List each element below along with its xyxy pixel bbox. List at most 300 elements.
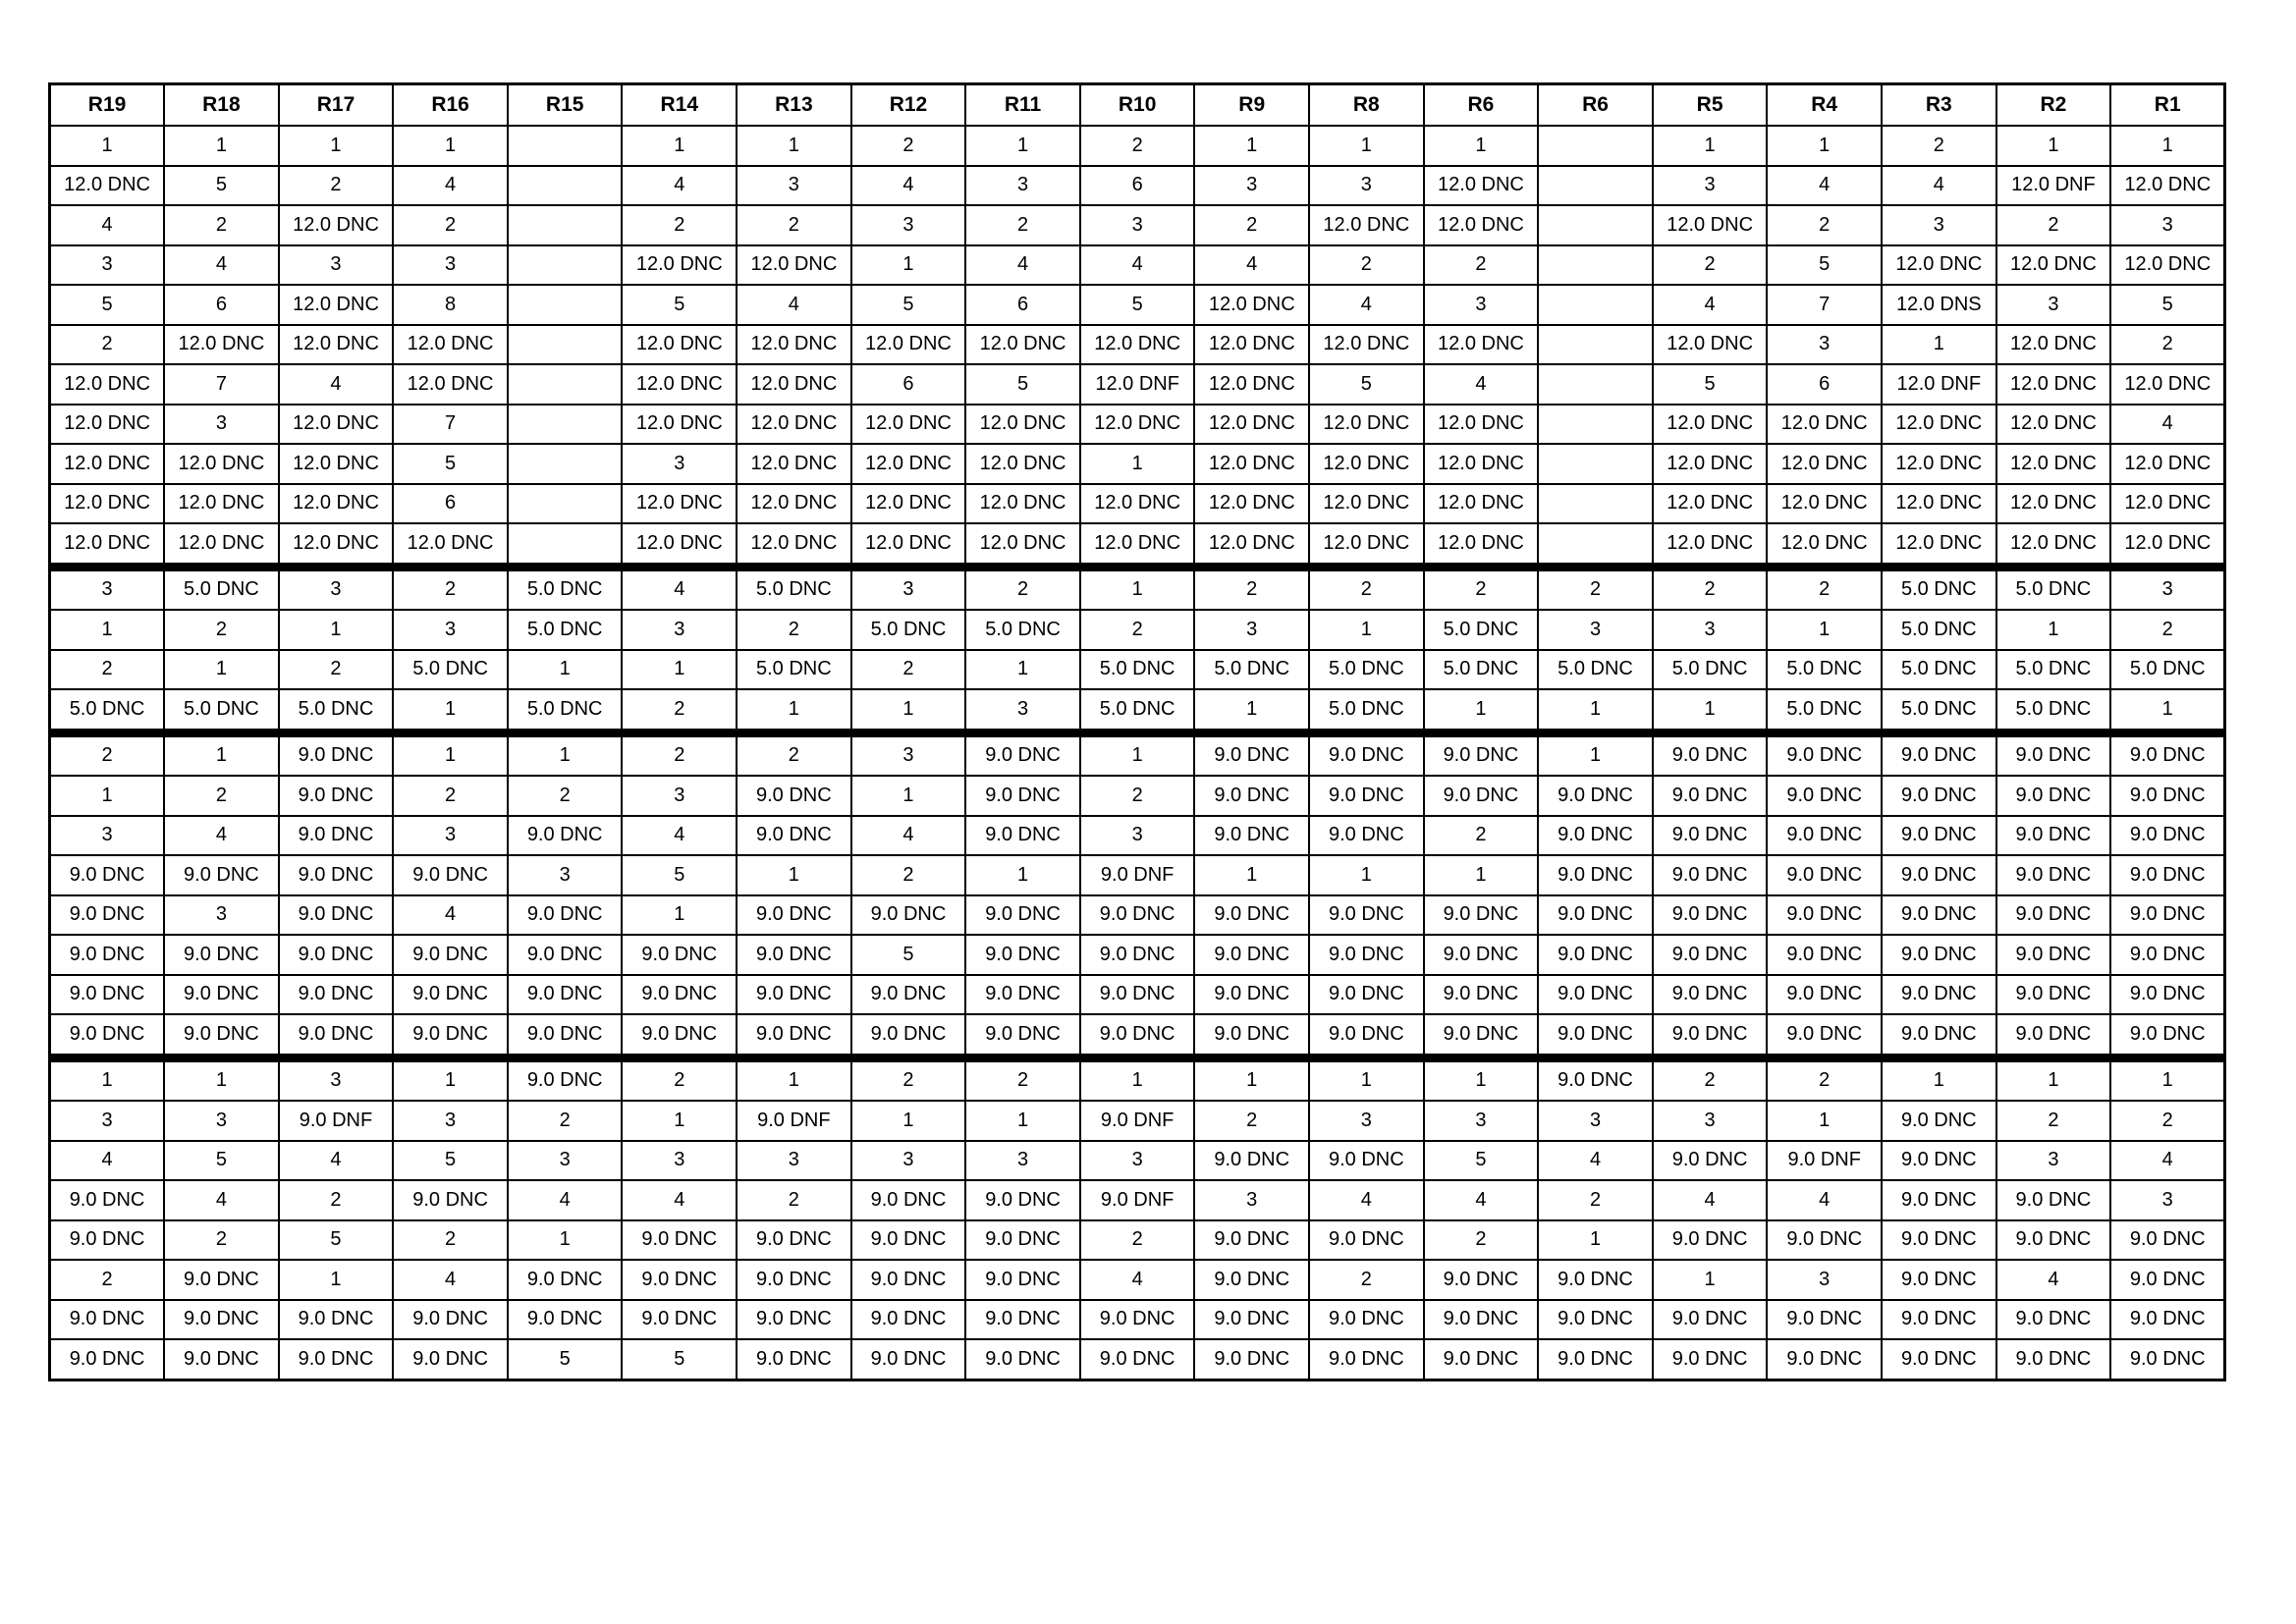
table-cell: 1 bbox=[1194, 1057, 1309, 1101]
table-cell: 5.0 DNC bbox=[1424, 650, 1539, 690]
table-cell: 12.0 DNC bbox=[1996, 325, 2111, 365]
table-cell: 9.0 DNC bbox=[1996, 1180, 2111, 1220]
table-cell: 12.0 DNC bbox=[1767, 444, 1882, 484]
table-cell: 12.0 DNC bbox=[1653, 444, 1768, 484]
column-header-r6-12: R6 bbox=[1424, 84, 1539, 127]
table-cell: 4 bbox=[851, 166, 966, 206]
table-cell: 12.0 DNC bbox=[2110, 484, 2225, 524]
column-header-r10-9: R10 bbox=[1080, 84, 1195, 127]
table-cell: 2 bbox=[1309, 1260, 1424, 1300]
table-cell: 9.0 DNC bbox=[737, 1220, 851, 1261]
table-cell: 9.0 DNC bbox=[1767, 855, 1882, 895]
table-cell: 1 bbox=[1424, 689, 1539, 732]
table-cell: 9.0 DNC bbox=[50, 1220, 165, 1261]
table-cell: 1 bbox=[1996, 610, 2111, 650]
table-cell: 12.0 DNC bbox=[1424, 166, 1539, 206]
table-cell: 1 bbox=[737, 689, 851, 732]
table-cell: 9.0 DNC bbox=[851, 1339, 966, 1380]
table-cell: 1 bbox=[393, 126, 508, 166]
table-cell: 9.0 DNC bbox=[1424, 732, 1539, 776]
table-cell: 9.0 DNC bbox=[1194, 935, 1309, 975]
table-cell: 9.0 DNC bbox=[1767, 732, 1882, 776]
table-cell: 9.0 DNC bbox=[737, 895, 851, 936]
table-cell: 4 bbox=[622, 567, 737, 610]
table-cell: 7 bbox=[1767, 285, 1882, 325]
table-cell: 9.0 DNC bbox=[1309, 895, 1424, 936]
table-cell: 3 bbox=[1538, 610, 1653, 650]
table-cell: 9.0 DNC bbox=[164, 1260, 279, 1300]
table-cell: 6 bbox=[164, 285, 279, 325]
table-cell: 12.0 DNC bbox=[1996, 484, 2111, 524]
table-cell: 9.0 DNC bbox=[1538, 855, 1653, 895]
table-cell: 3 bbox=[508, 1141, 623, 1181]
table-cell: 2 bbox=[2110, 325, 2225, 365]
table-cell: 9.0 DNC bbox=[1882, 1300, 1996, 1340]
table-cell: 2 bbox=[279, 1180, 394, 1220]
table-cell bbox=[1538, 405, 1653, 445]
table-cell: 5.0 DNC bbox=[393, 650, 508, 690]
table-cell: 2 bbox=[851, 1057, 966, 1101]
table-cell: 9.0 DNC bbox=[1653, 1300, 1768, 1340]
table-cell bbox=[1538, 205, 1653, 245]
table-cell: 2 bbox=[1080, 610, 1195, 650]
table-cell: 1 bbox=[50, 610, 165, 650]
table-cell: 9.0 DNC bbox=[1996, 935, 2111, 975]
table-cell: 3 bbox=[851, 567, 966, 610]
table-cell: 5.0 DNC bbox=[1309, 689, 1424, 732]
table-cell: 9.0 DNC bbox=[1194, 1220, 1309, 1261]
table-cell: 12.0 DNC bbox=[1882, 484, 1996, 524]
table-cell: 5.0 DNC bbox=[164, 567, 279, 610]
table-row bbox=[50, 935, 2225, 975]
table-cell: 9.0 DNC bbox=[1309, 732, 1424, 776]
table-cell: 9.0 DNC bbox=[1653, 975, 1768, 1015]
table-cell: 5.0 DNC bbox=[508, 689, 623, 732]
column-header-r16-3: R16 bbox=[393, 84, 508, 127]
table-cell bbox=[508, 166, 623, 206]
table-cell: 9.0 DNC bbox=[508, 816, 623, 856]
table-cell: 9.0 DNC bbox=[965, 1260, 1080, 1300]
table-cell: 2 bbox=[1538, 1180, 1653, 1220]
table-cell: 9.0 DNC bbox=[1309, 1014, 1424, 1057]
table-cell: 5 bbox=[2110, 285, 2225, 325]
table-cell: 2 bbox=[737, 205, 851, 245]
table-row bbox=[50, 444, 2225, 484]
table-cell: 2 bbox=[1882, 126, 1996, 166]
table-cell: 3 bbox=[622, 1141, 737, 1181]
table-cell: 9.0 DNC bbox=[737, 1014, 851, 1057]
table-row bbox=[50, 245, 2225, 286]
table-row bbox=[50, 126, 2225, 166]
table-cell: 12.0 DNC bbox=[164, 523, 279, 567]
table-cell: 9.0 DNC bbox=[622, 1014, 737, 1057]
table-cell: 5.0 DNC bbox=[279, 689, 394, 732]
table-cell: 9.0 DNF bbox=[1767, 1141, 1882, 1181]
table-cell: 9.0 DNC bbox=[1996, 776, 2111, 816]
results-table bbox=[48, 82, 2226, 1381]
table-cell: 9.0 DNC bbox=[393, 935, 508, 975]
column-header-r15-4: R15 bbox=[508, 84, 623, 127]
table-cell: 12.0 DNC bbox=[1424, 444, 1539, 484]
table-cell: 1 bbox=[1538, 732, 1653, 776]
table-cell: 12.0 DNC bbox=[279, 205, 394, 245]
table-cell: 12.0 DNC bbox=[279, 444, 394, 484]
table-cell: 9.0 DNC bbox=[1996, 975, 2111, 1015]
table-cell: 4 bbox=[164, 816, 279, 856]
table-cell: 2 bbox=[1424, 245, 1539, 286]
table-cell: 2 bbox=[851, 855, 966, 895]
table-cell: 1 bbox=[1424, 855, 1539, 895]
table-cell: 12.0 DNF bbox=[1996, 166, 2111, 206]
table-cell: 3 bbox=[1653, 1101, 1768, 1141]
table-cell bbox=[508, 523, 623, 567]
table-cell: 12.0 DNC bbox=[1309, 325, 1424, 365]
table-cell: 5.0 DNC bbox=[508, 610, 623, 650]
table-cell: 3 bbox=[737, 166, 851, 206]
table-cell: 1 bbox=[1882, 325, 1996, 365]
column-header-r18-1: R18 bbox=[164, 84, 279, 127]
table-cell: 9.0 DNC bbox=[1653, 895, 1768, 936]
table-cell: 4 bbox=[851, 816, 966, 856]
table-cell: 9.0 DNC bbox=[851, 1180, 966, 1220]
table-cell: 3 bbox=[1653, 166, 1768, 206]
table-row bbox=[50, 895, 2225, 936]
table-cell: 3 bbox=[1538, 1101, 1653, 1141]
table-cell: 3 bbox=[737, 1141, 851, 1181]
table-cell: 4 bbox=[1882, 166, 1996, 206]
table-cell: 9.0 DNC bbox=[1538, 1260, 1653, 1300]
table-cell: 9.0 DNC bbox=[50, 1014, 165, 1057]
table-cell: 5.0 DNC bbox=[1767, 689, 1882, 732]
table-cell: 12.0 DNC bbox=[737, 523, 851, 567]
table-cell: 12.0 DNC bbox=[851, 444, 966, 484]
table-cell: 5.0 DNC bbox=[50, 689, 165, 732]
table-cell: 1 bbox=[1080, 444, 1195, 484]
table-cell bbox=[508, 245, 623, 286]
table-cell bbox=[508, 364, 623, 405]
table-cell: 12.0 DNC bbox=[965, 405, 1080, 445]
table-cell: 4 bbox=[1309, 1180, 1424, 1220]
table-cell: 1 bbox=[50, 1057, 165, 1101]
table-cell: 1 bbox=[279, 1260, 394, 1300]
table-cell: 6 bbox=[1767, 364, 1882, 405]
table-cell: 1 bbox=[965, 855, 1080, 895]
table-cell: 1 bbox=[1424, 126, 1539, 166]
table-cell: 12.0 DNC bbox=[737, 484, 851, 524]
table-cell: 7 bbox=[393, 405, 508, 445]
table-cell: 2 bbox=[965, 567, 1080, 610]
table-cell: 1 bbox=[508, 1220, 623, 1261]
table-row bbox=[50, 1141, 2225, 1181]
table-cell: 5.0 DNC bbox=[164, 689, 279, 732]
table-cell: 12.0 DNC bbox=[1996, 523, 2111, 567]
table-cell: 4 bbox=[1080, 245, 1195, 286]
table-cell: 1 bbox=[279, 610, 394, 650]
table-cell: 1 bbox=[1309, 855, 1424, 895]
table-cell: 3 bbox=[393, 245, 508, 286]
table-cell: 12.0 DNC bbox=[1309, 405, 1424, 445]
table-row bbox=[50, 1014, 2225, 1057]
table-cell: 1 bbox=[1194, 855, 1309, 895]
table-cell: 9.0 DNC bbox=[1653, 935, 1768, 975]
table-cell: 9.0 DNC bbox=[50, 1180, 165, 1220]
table-cell: 9.0 DNC bbox=[965, 1300, 1080, 1340]
table-cell: 9.0 DNC bbox=[279, 1014, 394, 1057]
table-cell: 12.0 DNC bbox=[164, 444, 279, 484]
table-cell bbox=[508, 205, 623, 245]
table-cell: 12.0 DNC bbox=[279, 523, 394, 567]
table-row bbox=[50, 285, 2225, 325]
table-cell: 9.0 DNC bbox=[737, 1260, 851, 1300]
table-cell: 12.0 DNC bbox=[1767, 523, 1882, 567]
column-header-r6-13: R6 bbox=[1538, 84, 1653, 127]
table-cell: 3 bbox=[164, 1101, 279, 1141]
table-row bbox=[50, 1300, 2225, 1340]
table-cell: 1 bbox=[1767, 1101, 1882, 1141]
table-cell: 9.0 DNC bbox=[1424, 895, 1539, 936]
table-cell: 1 bbox=[1882, 1057, 1996, 1101]
table-cell: 2 bbox=[50, 650, 165, 690]
table-cell: 9.0 DNC bbox=[279, 816, 394, 856]
table-cell: 2 bbox=[1767, 567, 1882, 610]
table-cell: 5.0 DNC bbox=[1424, 610, 1539, 650]
table-cell: 9.0 DNC bbox=[1194, 1260, 1309, 1300]
table-cell: 3 bbox=[851, 1141, 966, 1181]
table-row bbox=[50, 610, 2225, 650]
table-cell: 9.0 DNC bbox=[1767, 1220, 1882, 1261]
table-cell: 9.0 DNC bbox=[1653, 816, 1768, 856]
table-cell bbox=[1538, 245, 1653, 286]
table-cell: 9.0 DNC bbox=[279, 732, 394, 776]
table-cell: 9.0 DNC bbox=[851, 1260, 966, 1300]
table-cell: 9.0 DNC bbox=[164, 935, 279, 975]
table-cell: 2 bbox=[1653, 245, 1768, 286]
table-cell: 12.0 DNC bbox=[1194, 364, 1309, 405]
table-cell bbox=[508, 405, 623, 445]
table-cell: 9.0 DNC bbox=[1194, 1014, 1309, 1057]
table-cell: 9.0 DNC bbox=[508, 935, 623, 975]
table-cell: 12.0 DNC bbox=[50, 444, 165, 484]
table-cell: 12.0 DNC bbox=[1080, 325, 1195, 365]
table-cell: 12.0 DNC bbox=[164, 484, 279, 524]
table-cell: 12.0 DNC bbox=[1767, 484, 1882, 524]
table-cell: 5.0 DNC bbox=[965, 610, 1080, 650]
table-row bbox=[50, 689, 2225, 732]
table-cell: 1 bbox=[1194, 126, 1309, 166]
table-cell: 3 bbox=[965, 166, 1080, 206]
table-cell: 2 bbox=[1767, 1057, 1882, 1101]
table-cell: 2 bbox=[164, 610, 279, 650]
table-cell: 12.0 DNC bbox=[1882, 405, 1996, 445]
table-cell: 9.0 DNC bbox=[1080, 975, 1195, 1015]
table-cell: 5.0 DNC bbox=[1996, 650, 2111, 690]
table-cell: 9.0 DNC bbox=[393, 1300, 508, 1340]
table-cell: 9.0 DNC bbox=[622, 1300, 737, 1340]
table-cell: 2 bbox=[164, 1220, 279, 1261]
table-cell: 12.0 DNC bbox=[50, 166, 165, 206]
table-cell: 9.0 DNC bbox=[1653, 1339, 1768, 1380]
table-cell: 3 bbox=[1080, 816, 1195, 856]
table-cell: 5.0 DNC bbox=[508, 567, 623, 610]
table-cell: 4 bbox=[164, 245, 279, 286]
table-cell: 9.0 DNC bbox=[279, 935, 394, 975]
table-cell: 3 bbox=[622, 444, 737, 484]
header-row bbox=[50, 84, 2225, 127]
table-cell: 9.0 DNC bbox=[1080, 1300, 1195, 1340]
table-cell: 2 bbox=[1653, 567, 1768, 610]
table-cell: 3 bbox=[622, 610, 737, 650]
table-cell: 9.0 DNC bbox=[737, 1300, 851, 1340]
table-cell: 2 bbox=[1194, 567, 1309, 610]
table-cell: 4 bbox=[393, 895, 508, 936]
table-cell: 12.0 DNC bbox=[965, 484, 1080, 524]
table-cell: 9.0 DNC bbox=[1424, 975, 1539, 1015]
table-cell: 12.0 DNC bbox=[1194, 285, 1309, 325]
column-header-r19-0: R19 bbox=[50, 84, 165, 127]
table-cell: 3 bbox=[508, 855, 623, 895]
table-cell: 12.0 DNC bbox=[965, 325, 1080, 365]
table-row bbox=[50, 405, 2225, 445]
table-cell: 4 bbox=[622, 816, 737, 856]
table-cell: 12.0 DNC bbox=[1424, 484, 1539, 524]
table-cell: 1 bbox=[2110, 689, 2225, 732]
table-cell: 12.0 DNC bbox=[1194, 523, 1309, 567]
table-cell bbox=[508, 126, 623, 166]
table-cell: 12.0 DNC bbox=[1653, 523, 1768, 567]
table-cell: 4 bbox=[737, 285, 851, 325]
table-cell: 1 bbox=[393, 732, 508, 776]
table-row bbox=[50, 816, 2225, 856]
table-cell: 12.0 DNC bbox=[1882, 444, 1996, 484]
table-cell: 1 bbox=[1538, 1220, 1653, 1261]
table-cell: 4 bbox=[1424, 364, 1539, 405]
table-cell: 4 bbox=[1309, 285, 1424, 325]
table-cell: 9.0 DNC bbox=[508, 1300, 623, 1340]
table-cell: 9.0 DNC bbox=[1882, 732, 1996, 776]
table-cell: 12.0 DNC bbox=[851, 523, 966, 567]
table-cell: 2 bbox=[1194, 205, 1309, 245]
table-cell: 9.0 DNC bbox=[1538, 1057, 1653, 1101]
column-header-r5-14: R5 bbox=[1653, 84, 1768, 127]
column-header-r3-16: R3 bbox=[1882, 84, 1996, 127]
table-cell: 9.0 DNC bbox=[1309, 776, 1424, 816]
table-cell: 9.0 DNC bbox=[1080, 935, 1195, 975]
table-cell: 12.0 DNF bbox=[1080, 364, 1195, 405]
table-cell: 9.0 DNC bbox=[1882, 1014, 1996, 1057]
table-cell: 9.0 DNC bbox=[851, 975, 966, 1015]
table-cell: 5 bbox=[393, 444, 508, 484]
table-cell: 9.0 DNC bbox=[50, 1300, 165, 1340]
table-cell: 6 bbox=[393, 484, 508, 524]
table-cell: 4 bbox=[508, 1180, 623, 1220]
table-cell: 1 bbox=[622, 1101, 737, 1141]
table-cell: 2 bbox=[737, 732, 851, 776]
table-cell: 2 bbox=[1080, 126, 1195, 166]
table-cell: 1 bbox=[1767, 610, 1882, 650]
table-cell: 9.0 DNC bbox=[2110, 935, 2225, 975]
column-header-r9-10: R9 bbox=[1194, 84, 1309, 127]
table-cell: 9.0 DNC bbox=[2110, 816, 2225, 856]
table-cell: 9.0 DNC bbox=[1996, 895, 2111, 936]
table-cell: 2 bbox=[508, 776, 623, 816]
table-cell: 4 bbox=[1996, 1260, 2111, 1300]
table-cell: 1 bbox=[164, 1057, 279, 1101]
table-cell: 2 bbox=[164, 776, 279, 816]
table-cell: 9.0 DNC bbox=[1080, 895, 1195, 936]
table-cell: 9.0 DNC bbox=[1424, 1014, 1539, 1057]
table-cell: 9.0 DNC bbox=[1996, 1220, 2111, 1261]
table-cell: 9.0 DNC bbox=[1424, 1339, 1539, 1380]
table-cell: 1 bbox=[1309, 126, 1424, 166]
table-cell: 9.0 DNC bbox=[1767, 1014, 1882, 1057]
table-cell: 2 bbox=[2110, 610, 2225, 650]
table-cell: 12.0 DNC bbox=[2110, 444, 2225, 484]
table-cell: 9.0 DNC bbox=[393, 1339, 508, 1380]
table-cell: 1 bbox=[1996, 126, 2111, 166]
table-cell: 5 bbox=[164, 166, 279, 206]
table-cell: 9.0 DNC bbox=[2110, 1220, 2225, 1261]
table-cell: 4 bbox=[622, 1180, 737, 1220]
table-cell: 9.0 DNC bbox=[737, 975, 851, 1015]
table-cell: 9.0 DNC bbox=[279, 1339, 394, 1380]
table-row bbox=[50, 1057, 2225, 1101]
table-cell: 9.0 DNC bbox=[1309, 1141, 1424, 1181]
table-cell: 2 bbox=[622, 689, 737, 732]
table-cell: 2 bbox=[622, 205, 737, 245]
table-cell: 9.0 DNC bbox=[1653, 1220, 1768, 1261]
table-cell: 9.0 DNC bbox=[1424, 776, 1539, 816]
table-cell: 9.0 DNC bbox=[1653, 1141, 1768, 1181]
table-cell: 5.0 DNC bbox=[1194, 650, 1309, 690]
table-cell: 9.0 DNC bbox=[965, 732, 1080, 776]
table-cell: 9.0 DNC bbox=[1767, 895, 1882, 936]
table-cell: 9.0 DNC bbox=[508, 895, 623, 936]
table-cell: 2 bbox=[965, 205, 1080, 245]
table-cell: 9.0 DNC bbox=[164, 975, 279, 1015]
table-cell: 12.0 DNC bbox=[279, 325, 394, 365]
table-cell: 12.0 DNC bbox=[1194, 325, 1309, 365]
table-cell: 12.0 DNC bbox=[50, 405, 165, 445]
table-cell: 9.0 DNC bbox=[1194, 1300, 1309, 1340]
table-cell bbox=[1538, 285, 1653, 325]
section-1 bbox=[50, 126, 2225, 567]
table-cell: 12.0 DNC bbox=[393, 523, 508, 567]
table-cell: 4 bbox=[622, 166, 737, 206]
table-cell: 3 bbox=[1194, 610, 1309, 650]
table-cell: 9.0 DNC bbox=[737, 776, 851, 816]
table-cell: 3 bbox=[1309, 1101, 1424, 1141]
table-cell: 12.0 DNC bbox=[1996, 405, 2111, 445]
table-cell: 9.0 DNC bbox=[1538, 776, 1653, 816]
table-cell: 2 bbox=[851, 126, 966, 166]
table-cell: 1 bbox=[393, 1057, 508, 1101]
table-cell bbox=[1538, 444, 1653, 484]
table-cell: 3 bbox=[50, 567, 165, 610]
table-cell: 12.0 DNC bbox=[622, 325, 737, 365]
table-cell: 4 bbox=[50, 1141, 165, 1181]
table-cell: 9.0 DNC bbox=[164, 1300, 279, 1340]
table-cell: 2 bbox=[393, 567, 508, 610]
table-cell: 9.0 DNC bbox=[1309, 935, 1424, 975]
table-cell: 9.0 DNC bbox=[965, 1220, 1080, 1261]
table-row bbox=[50, 325, 2225, 365]
table-cell: 9.0 DNC bbox=[2110, 895, 2225, 936]
table-cell: 9.0 DNC bbox=[1882, 855, 1996, 895]
table-cell: 5.0 DNC bbox=[1882, 610, 1996, 650]
table-cell: 2 bbox=[1309, 567, 1424, 610]
table-cell: 9.0 DNC bbox=[508, 1260, 623, 1300]
table-cell bbox=[1538, 523, 1653, 567]
